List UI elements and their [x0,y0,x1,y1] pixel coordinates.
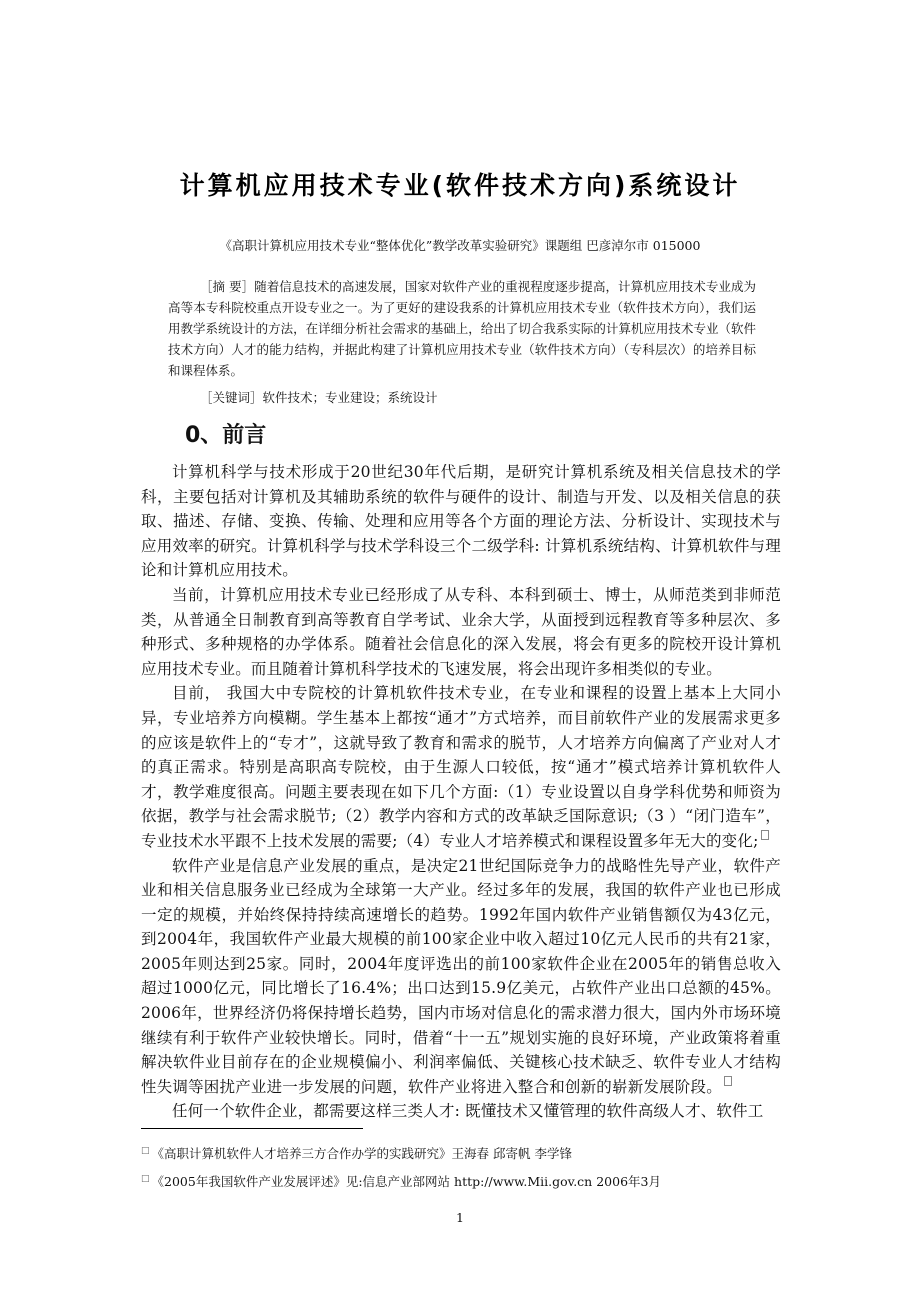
paragraph-1: 计算机科学与技术形成于20世纪30年代后期，是研究计算机系统及相关信息技术的学科，主要包括对计算机及其辅助系统的软件与硬件的设计、制造与开发、以及相关信息的获取、描述、存储、变换、传输、处理和应用等各个方面的理论方法、分析设计、实现技术与应用效率的研究。计算机科学与技术学科设三个二级学科: 计算机系统结构、计算机软件与理论和计算机应用技术。 [141,463,781,580]
paragraph-5: 任何一个软件企业，都需要这样三类人才: 既懂技术又懂管理的软件高级人才、软件工 [172,1102,764,1121]
paragraph-3-text: 目前， 我国大中专院校的计算机软件技术专业，在专业和课程的设置上基本上大同小异，专业培养方向模糊。学生基本上都按“通才”方式培养，而目前软件产业的发展需求更多的应该是软件上的“专才”，这就导致了教育和需求的脱节，人才培养方向偏离了产业对人才的真正需求。特别是高职高专院校，由于生源人口较低，按“通才”模式培养计算机软件人才，教学难度很高。问题主要表现在如下几个方面:（1）专业设置以自身学科优势和师资为依据，教学与社会需求脱节;（2）教学内容和方式的改革缺乏国际意识;（3 ）“闭门造车”，专业技术水平跟不上技术发展的需要;（4）专业人才培养模式和课程设置多年无大的变化; [141,684,781,850]
footnote-1-text: 《高职计算机软件人才培养三方合作办学的实践研究》王海春 邱寄帆 李学锋 [151,1146,572,1162]
footnote-2 [141,1170,781,1191]
footnote-ref-2 [724,1076,732,1086]
section-heading: 0、前言 [185,423,267,448]
affiliation-line: 《高职计算机应用技术专业“整体优化”教学改革实验研究》课题组 巴彦淖尔市 015000 [219,238,701,253]
footnote-2-text: 《2005年我国软件产业发展评述》见:信息产业部网站 http://www.Mii.gov.cn 2006年3月 [151,1174,661,1190]
footnote-separator [141,1128,363,1129]
paragraph-2: 当前，计算机应用技术专业已经形成了从专科、本科到硕士、博士，从师范类到非师范类，从普通全日制教育到高等教育自学考试、业余大学，从面授到远程教育等多种层次、多种形式、多种规格的办学体系。随着社会信息化的深入发展，将会有更多的院校开设计算机应用技术专业。而且随着计算机科学技术的飞速发展，将会出现许多相类似的专业。 [141,585,781,678]
paragraph-3 [141,681,781,853]
page-number: 1 [456,1210,464,1225]
paragraph-4-text: 软件产业是信息产业发展的重点，是决定21世纪国际竞争力的战略性先导产业，软件产业和相关信息服务业已经成为全球第一大产业。经过多年的发展，我国的软件产业也已形成一定的规模，并始终保持持续高速增长的趋势。1992年国内软件产业销售额仅为43亿元，到2004年，我国软件产业最大规模的前100家企业中收入超过10亿元人民币的共有21家，2005年则达到25家。同时，2004年度评选出的前100家软件企业在2005年的销售总收入超过1000亿元，同比增长了16.4%；出口达到15.9亿美元，占软件产业出口总额的45%。2006年，世界经济仍将保持增长趋势，国内市场对信息化的需求潜力很大，国内外市场环境继续有利于软件产业较快增长。同时，借着“十一五”规划实施的良好环境，产业政策将着重解决软件业目前存在的企业规模偏小、利润率偏低、关键核心技术缺乏、软件专业人才结构性失调等困扰产业进一步发展的问题，软件产业将进入整合和创新的崭新发展阶段。 [141,856,781,1096]
body-text [141,460,781,1124]
abstract: ［摘 要］随着信息技术的高速发展，国家对软件产业的重视程度逐步提高，计算机应用技术专业成为高等本专科院校重点开设专业之一。为了更好的建设我系的计算机应用技术专业（软件技术方向），我们运用教学系统设计的方法，在详细分析社会需求的基础上，给出了切合我系实际的计算机应用技术专业（软件技术方向）人才的能力结构，并据此构建了计算机应用技术专业（软件技术方向）（专科层次）的培养目标和课程体系。 [168,279,756,378]
paragraph-4 [141,854,781,1100]
footnote-1 [141,1142,781,1163]
document-title: 计算机应用技术专业(软件技术方向)系统设计 [179,171,741,200]
keywords: ［关键词］软件技术；专业建设；系统设计 [200,390,438,405]
footnote-mark-icon: □ [141,1174,150,1185]
footnote-ref-1 [761,830,769,840]
footnotes [141,1142,781,1198]
footnote-mark-icon: □ [141,1146,150,1156]
